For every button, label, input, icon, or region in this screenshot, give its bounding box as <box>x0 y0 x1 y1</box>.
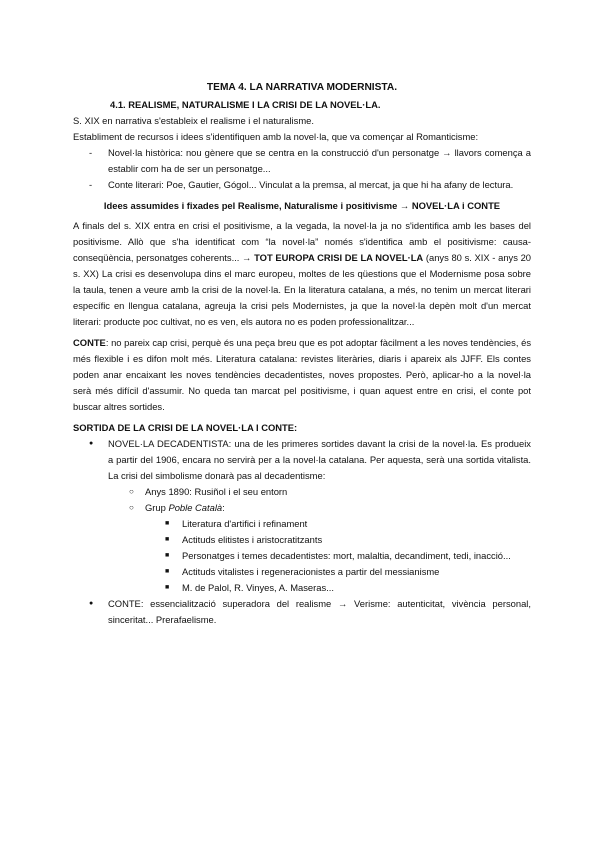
subheading: Idees assumides i fixades pel Realisme, Naturalisme i positivisme → NOVEL·LA i CONTE <box>103 200 501 211</box>
square-item <box>73 516 531 532</box>
circle-marker: ○ <box>129 503 134 512</box>
square-item <box>73 564 531 580</box>
text: A finals del s. XIX entra en crisi el positivisme, a la vegada, la novel·la ja no s'identifica amb les bases del positivisme. Allò que s'ha identificat com “la novel·la” només s'identifica amb el positivisme: causa-conseqüència, personatges coherents... → <box>73 220 531 263</box>
square-marker: ■ <box>165 520 170 527</box>
text: Grup <box>145 502 169 513</box>
bullet-item <box>73 436 531 484</box>
dash-marker: - <box>89 179 93 190</box>
bullet-text: Actituds elitistes i aristocratitzants <box>182 534 323 545</box>
bullet-item <box>73 596 531 628</box>
text: : <box>222 502 225 513</box>
text: : no pareix cap crisi, perquè és una peça breu que es pot adoptar fàcilment a les noves tendències, és més flexible i es difon molt més. Literatura catalana: revistes literàries, diaris i apareix als JJFF. Els contes poden anar encaixant les noves tendències decadentistes, noves propostes. Però, aplicar-ho a la novel·la serà més difícil d'assumir. No queda tan marcat pel positivisme, i quan aquest entre en crisi, el conte pot buscar altres sortides. <box>73 337 531 412</box>
square-marker: ■ <box>165 536 170 543</box>
bullet-marker: ● <box>89 600 94 607</box>
square-marker: ■ <box>165 568 170 575</box>
intro-line: S. XIX en narrativa s'estableix el realisme i el naturalisme. <box>73 115 314 126</box>
bullet-text: Actituds vitalistes i regeneracionistes a partir del messianisme <box>182 566 440 577</box>
bullet-text: Literatura d'artifici i refinament <box>182 518 308 529</box>
bullet-text: NOVEL·LA DECADENTISTA: una de les primeres sortides davant la crisi de la novel·la. Es produeix a partir del 1906, encara no servirà per a la novel·la catalana. Per aquesta, serà una sortida vitalista. La crisi del simbolisme donarà pas al decadentisme: <box>108 438 531 481</box>
text: (anys 80 s. XIX - anys 20 s. XX) La crisi es desenvolupa dins el marc europeu, moltes de les qüestions que el Modernisme posa sobre la taula, tenen a veure amb la crisi de la novel·la. En la literatura catalana, a més, no tenim un mercat literari específic en llengua catalana, agreuja la crisi pels Modernistes, ja que la novel·la depèn molt d'un mercat literari: producte poc cultivat, no es ven, els autora no es poden professionalitzar... <box>73 252 532 327</box>
dash-item-text: Conte literari: Poe, Gautier, Gógol... Vinculat a la premsa, al mercat, ja que hi ha afany de lectura. <box>108 179 514 190</box>
square-item <box>73 532 531 548</box>
bullet-text: M. de Palol, R. Vinyes, A. Maseras... <box>182 582 334 593</box>
paragraph-crisis <box>73 218 531 330</box>
bold-text: TOT EUROPA CRISI DE LA NOVEL·LA <box>254 252 424 263</box>
dash-item <box>73 177 531 193</box>
bullet-text: CONTE: essencialització superadora del realisme → Verisme: autenticitat, vivència personal, sinceritat... Prerafaelisme. <box>108 598 531 625</box>
dash-item <box>73 145 531 177</box>
bold-text: CONTE <box>73 337 106 348</box>
circle-marker: ○ <box>129 487 134 496</box>
sortida-heading: SORTIDA DE LA CRISI DE LA NOVEL·LA I CONTE: <box>73 422 298 433</box>
bullet-marker: ● <box>89 440 94 447</box>
square-marker: ■ <box>165 584 170 591</box>
circle-item <box>73 500 531 516</box>
page-title: TEMA 4. LA NARRATIVA MODERNISTA. <box>206 82 398 93</box>
square-item <box>73 548 531 564</box>
bullet-text: Personatges i temes decadentistes: mort, malaltia, decandiment, tedi, inacció... <box>182 550 511 561</box>
italic-text: Poble Català <box>168 502 223 513</box>
document-page <box>73 80 531 628</box>
paragraph-conte <box>73 335 531 415</box>
intro-line: Establiment de recursos i idees s'identifiquen amb la novel·la, que va començar al Romanticisme: <box>73 131 479 142</box>
square-marker: ■ <box>165 552 170 559</box>
circle-item <box>73 484 531 500</box>
dash-marker: - <box>89 147 93 158</box>
dash-item-text: Novel·la històrica: nou gènere que se centra en la construcció d'un personatge → llavors comença a establir com ha de ser un personatge... <box>108 147 531 174</box>
section-heading: 4.1. REALISME, NATURALISME I LA CRISI DE LA NOVEL·LA. <box>110 99 381 110</box>
bullet-text: Anys 1890: Rusiñol i el seu entorn <box>145 486 288 497</box>
square-item <box>73 580 531 596</box>
